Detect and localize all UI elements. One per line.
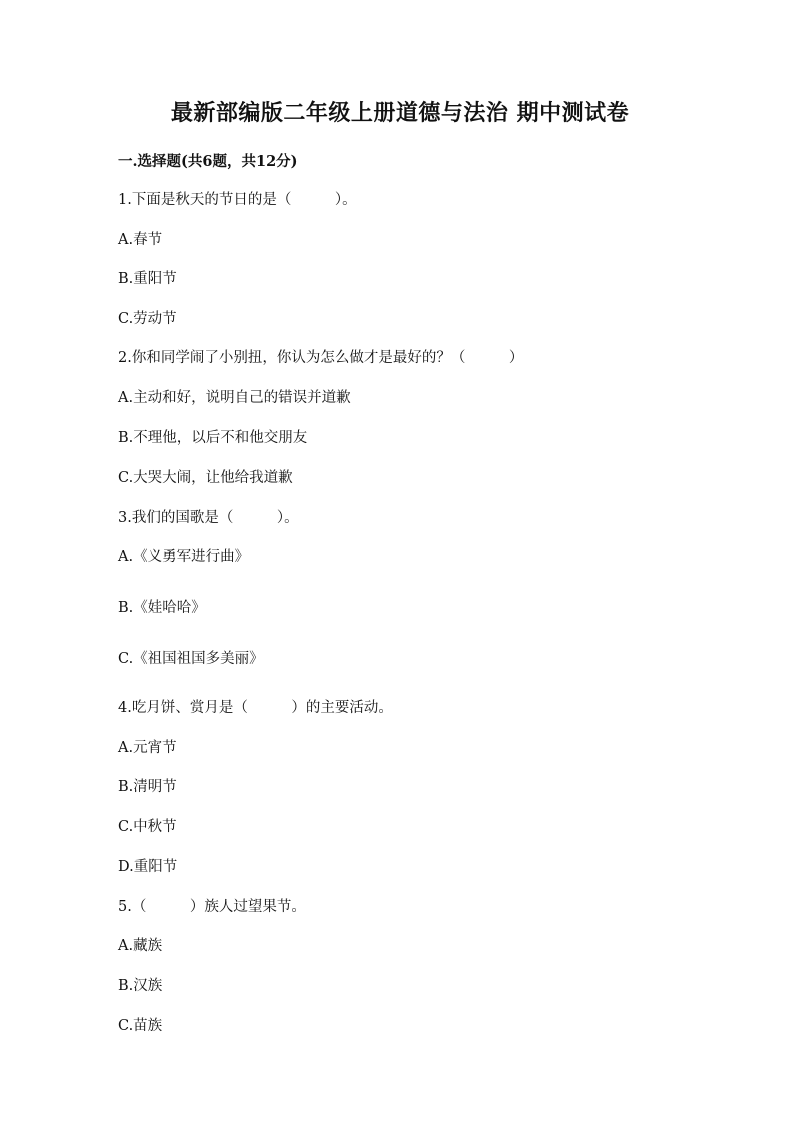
question-4-option-c: C.中秋节 [118,819,177,835]
question-2-stem: 2.你和同学闹了小别扭，你认为怎么做才是最好的？（ ） [118,350,524,366]
question-1-option-a: A.春节 [118,232,163,248]
question-5-stem: 5.（ ）族人过望果节。 [118,899,306,915]
question-2-option-a: A.主动和好，说明自己的错误并道歉 [118,390,351,406]
question-2-option-b: B.不理他，以后不和他交朋友 [118,430,308,446]
section-heading: 一.选择题(共6题，共12分) [118,153,298,170]
question-4-stem: 4.吃月饼、赏月是（ ）的主要活动。 [118,700,393,716]
question-5-option-b: B.汉族 [118,978,163,994]
question-5-option-c: C.苗族 [118,1018,163,1034]
question-1-option-c: C.劳动节 [118,311,177,327]
question-2-option-c: C.大哭大闹，让他给我道歉 [118,470,293,486]
question-1-stem: 1.下面是秋天的节日的是（ ）。 [118,192,357,208]
question-3-option-a: A.《义勇军进行曲》 [118,549,250,565]
question-4-option-d: D.重阳节 [118,859,178,875]
question-4-option-b: B.清明节 [118,779,177,795]
page-title: 最新部编版二年级上册道德与法治 期中测试卷 [170,100,630,126]
question-1-option-b: B.重阳节 [118,271,177,287]
question-5-option-a: A.藏族 [118,938,163,954]
question-3-option-c: C.《祖国祖国多美丽》 [118,651,264,667]
question-4-option-a: A.元宵节 [118,740,177,756]
question-3-stem: 3.我们的国歌是（ ）。 [118,510,299,526]
question-3-option-b: B.《娃哈哈》 [118,600,206,616]
